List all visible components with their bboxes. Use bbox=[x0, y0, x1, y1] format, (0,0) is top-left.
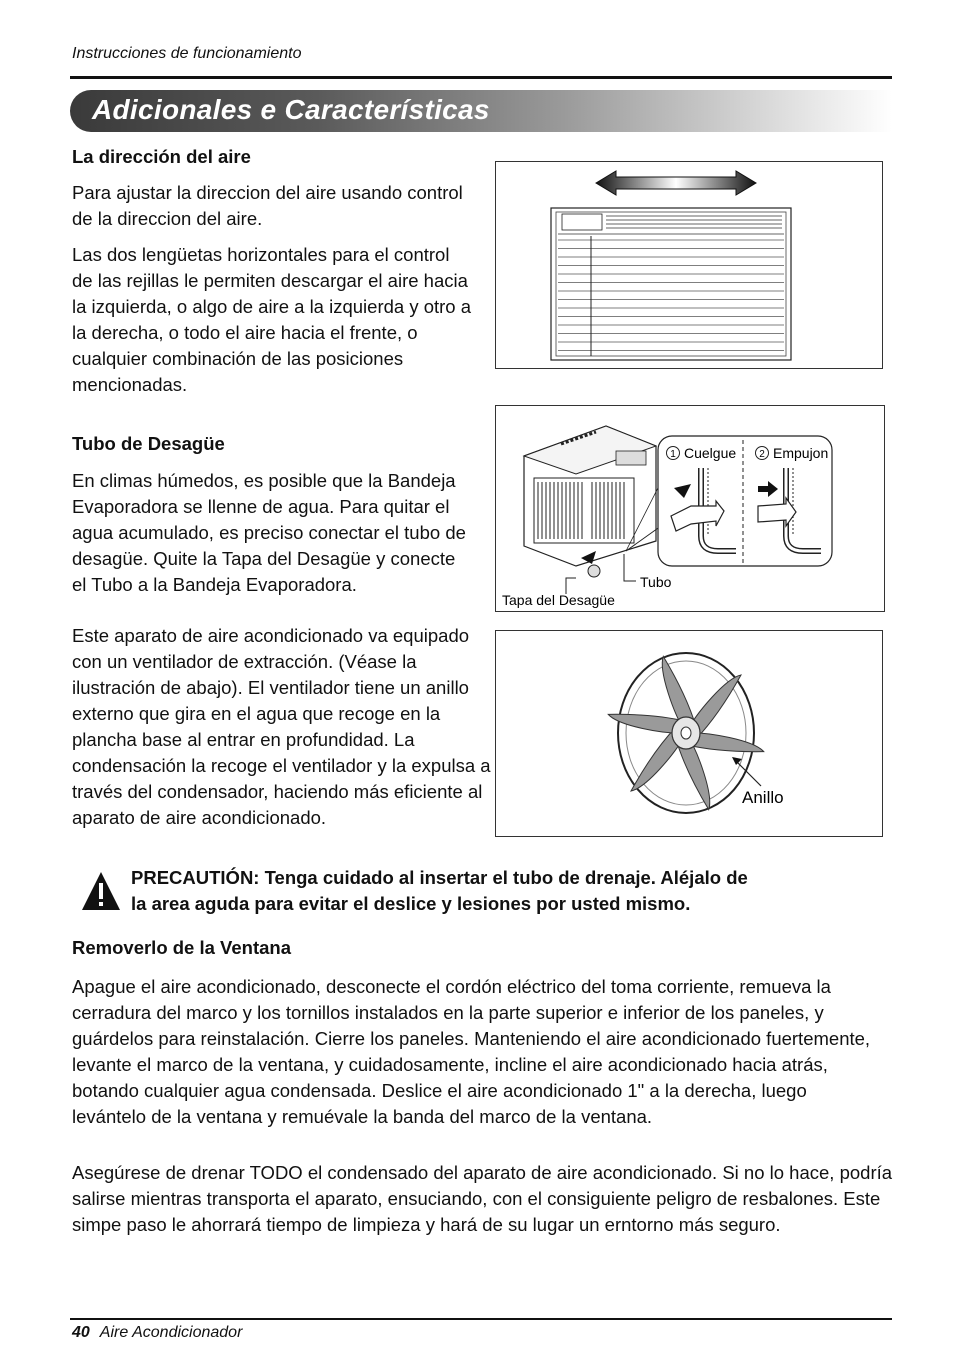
footer-product: Aire Acondicionador bbox=[99, 1324, 243, 1341]
ring-label: Anillo bbox=[742, 788, 784, 807]
page-number: 40 bbox=[72, 1324, 90, 1341]
air-direction-paragraph-2: Las dos lengüetas horizontales para el control de las rejillas le permiten descargar el aire hacia la izquierda, o algo de aire a la izquierda y otro a la derecha, o todo el aire hacia el frente, o cualquier combinación de las posiciones mencionadas. bbox=[72, 244, 472, 395]
caution-line-1: PRECAUTIÓN: Tenga cuidado al insertar el tubo de drenaje. Aléjalo de bbox=[131, 867, 748, 888]
drain-illustration bbox=[496, 406, 884, 611]
drain-paragraph-1: En climas húmedos, es posible que la Bandeja Evaporadora se llenne de agua. Para quitar el agua acumulado, es preciso conectar el tubo de desagüe. Quite la Tapa del Desagüe y conecte el Tubo a la Bandeja Evaporadora. bbox=[72, 470, 466, 595]
footer bbox=[72, 1324, 242, 1342]
double-arrow-icon bbox=[596, 171, 756, 195]
tube-label: Tubo bbox=[640, 574, 672, 590]
drain-cap-label: Tapa del Desagüe bbox=[502, 592, 615, 608]
step-1-number: 1 bbox=[670, 449, 676, 460]
figure-fan bbox=[495, 630, 883, 837]
remove-heading: Removerlo de la Ventana bbox=[72, 937, 292, 958]
ac-front-illustration bbox=[496, 162, 882, 368]
step-2-number: 2 bbox=[759, 449, 765, 460]
drain-paragraph-2: Este aparato de aire acondicionado va equipado con un ventilador de extracción. (Véase la ilustración de abajo). El ventilador tiene un anillo externo que gira en el agua que recoge en la plancha base al entrar en profundidad. La condensación la recoge el ventilador y la expulsa a través del condensador, haciendo más eficiente al aparato de aire acondicionado. bbox=[72, 625, 491, 828]
remove-paragraph-2: Asegúrese de drenar TODO el condensado del aparato de aire acondicionado. Si no lo hace, podría salirse mientras transporta el aparato, ensuciando, con el consiguiente peligro de resbalones. Este simpe paso le ahorrará tiempo de limpieza y hará de su lugar un erntorno más seguro. bbox=[72, 1162, 893, 1235]
step-2-label: Empujon bbox=[773, 445, 829, 461]
air-direction-heading: La dirección del aire bbox=[72, 146, 251, 167]
footer-rule bbox=[70, 1318, 892, 1320]
fan-illustration bbox=[496, 631, 882, 836]
drain-heading: Tubo de Desagüe bbox=[72, 433, 225, 454]
section-title: Adicionales e Características bbox=[92, 94, 490, 125]
figure-drain bbox=[495, 405, 885, 612]
header-rule bbox=[70, 76, 892, 79]
warning-icon bbox=[80, 870, 122, 917]
step-1-label: Cuelgue bbox=[684, 445, 737, 461]
figure-air-direction bbox=[495, 161, 883, 369]
caution-line-2: la area aguda para evitar el deslice y lesiones por usted mismo. bbox=[131, 893, 691, 914]
remove-paragraph-1: Apague el aire acondicionado, desconecte el cordón eléctrico del toma corriente, remueva la cerradura del marco y los tornillos instalados en la parte superior e inferior de los paneles, y guárdelos para reinstalación. Cierre los paneles. Manteniendo el aire acondicionado fuertemente, levante el marco de la ventana, y cuidadosamente, incline el aire acondicionado hacia atrás, botando cualquier agua condensada. Deslice el aire acondicionado 1" a la derecha, luego levántelo de la ventana y remuévale la banda del marco de la ventana. bbox=[72, 976, 871, 1127]
running-head: Instrucciones de funcionamiento bbox=[72, 45, 302, 62]
air-direction-paragraph-1: Para ajustar la direccion del aire usando control de la direccion del aire. bbox=[72, 182, 463, 229]
